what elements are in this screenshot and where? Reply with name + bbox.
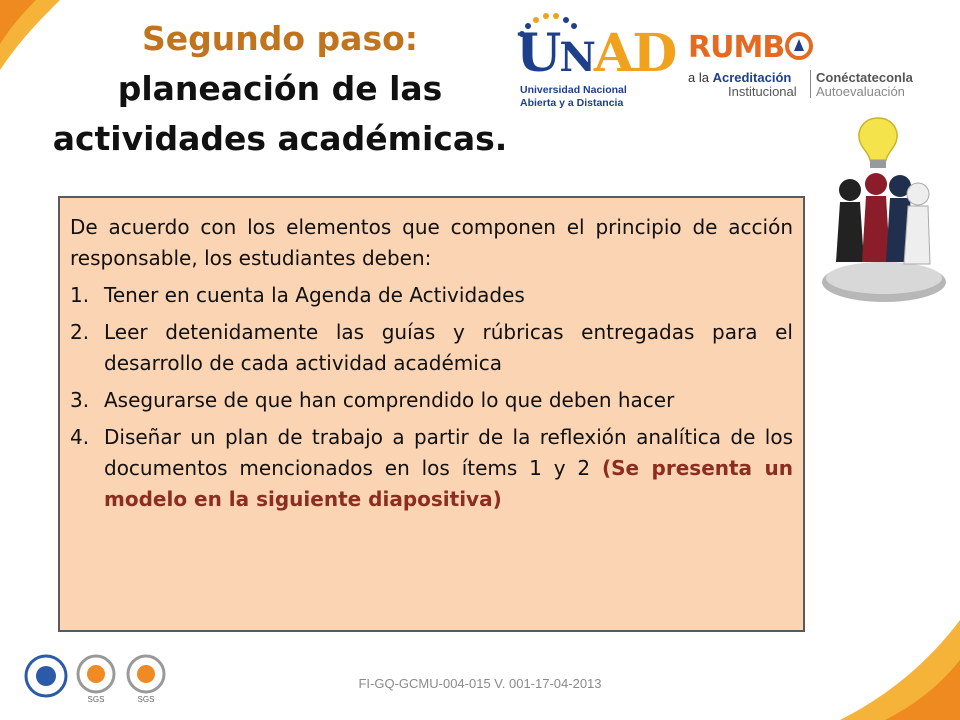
- title-line-3: actividades académicas.: [52, 119, 508, 158]
- title-line-1: Segundo paso:: [142, 19, 418, 58]
- list-item: 1. Tener en cuenta la Agenda de Actividades: [70, 283, 525, 307]
- list-item: 3. Asegurarse de que han comprendido lo que deben hacer: [70, 388, 675, 412]
- list-item: 4. Diseñar un plan de trabajo a partir de la reflexión analítica de los documentos mencionados en los ítems 1 y 2 (Se presenta un modelo en la siguiente diapositiva): [70, 425, 793, 511]
- logo-separator: [810, 70, 811, 98]
- compass-o-icon: [784, 31, 814, 61]
- principles-content-box: [58, 196, 805, 632]
- rumbo-acreditacion-logo: RUMB a la Acreditación Institucional Conéctateconla Autoevaluación: [688, 30, 913, 99]
- svg-text:SGS: SGS: [87, 695, 105, 704]
- unad-logo: [516, 20, 676, 110]
- lightbulb-icon: [859, 118, 897, 160]
- student-steps-list: [70, 280, 793, 515]
- rumbo-wordmark: RUMB: [688, 30, 814, 65]
- next-slide-note: (Se presenta un modelo en la siguiente diapositiva): [104, 456, 793, 511]
- slide-title: [40, 14, 520, 164]
- list-item: 2. Leer detenidamente las guías y rúbricas entregadas para el desarrollo de cada actividad académica: [70, 320, 793, 375]
- unad-wordmark: UNAD: [516, 23, 676, 84]
- title-line-2: planeación de las: [117, 69, 443, 108]
- svg-text:SGS: SGS: [137, 695, 155, 704]
- team-lightbulb-illustration: [818, 112, 950, 312]
- corner-swoosh-decoration: [820, 600, 960, 720]
- intro-paragraph: De acuerdo con los elementos que componen el principio de acción responsable, los estudiantes deben:: [70, 215, 793, 270]
- unad-subtitle: Universidad Nacional Abierta y a Distancia: [520, 84, 627, 109]
- document-code-footer: FI-GQ-GCMU-004-015 V. 001-17-04-2013: [358, 676, 602, 691]
